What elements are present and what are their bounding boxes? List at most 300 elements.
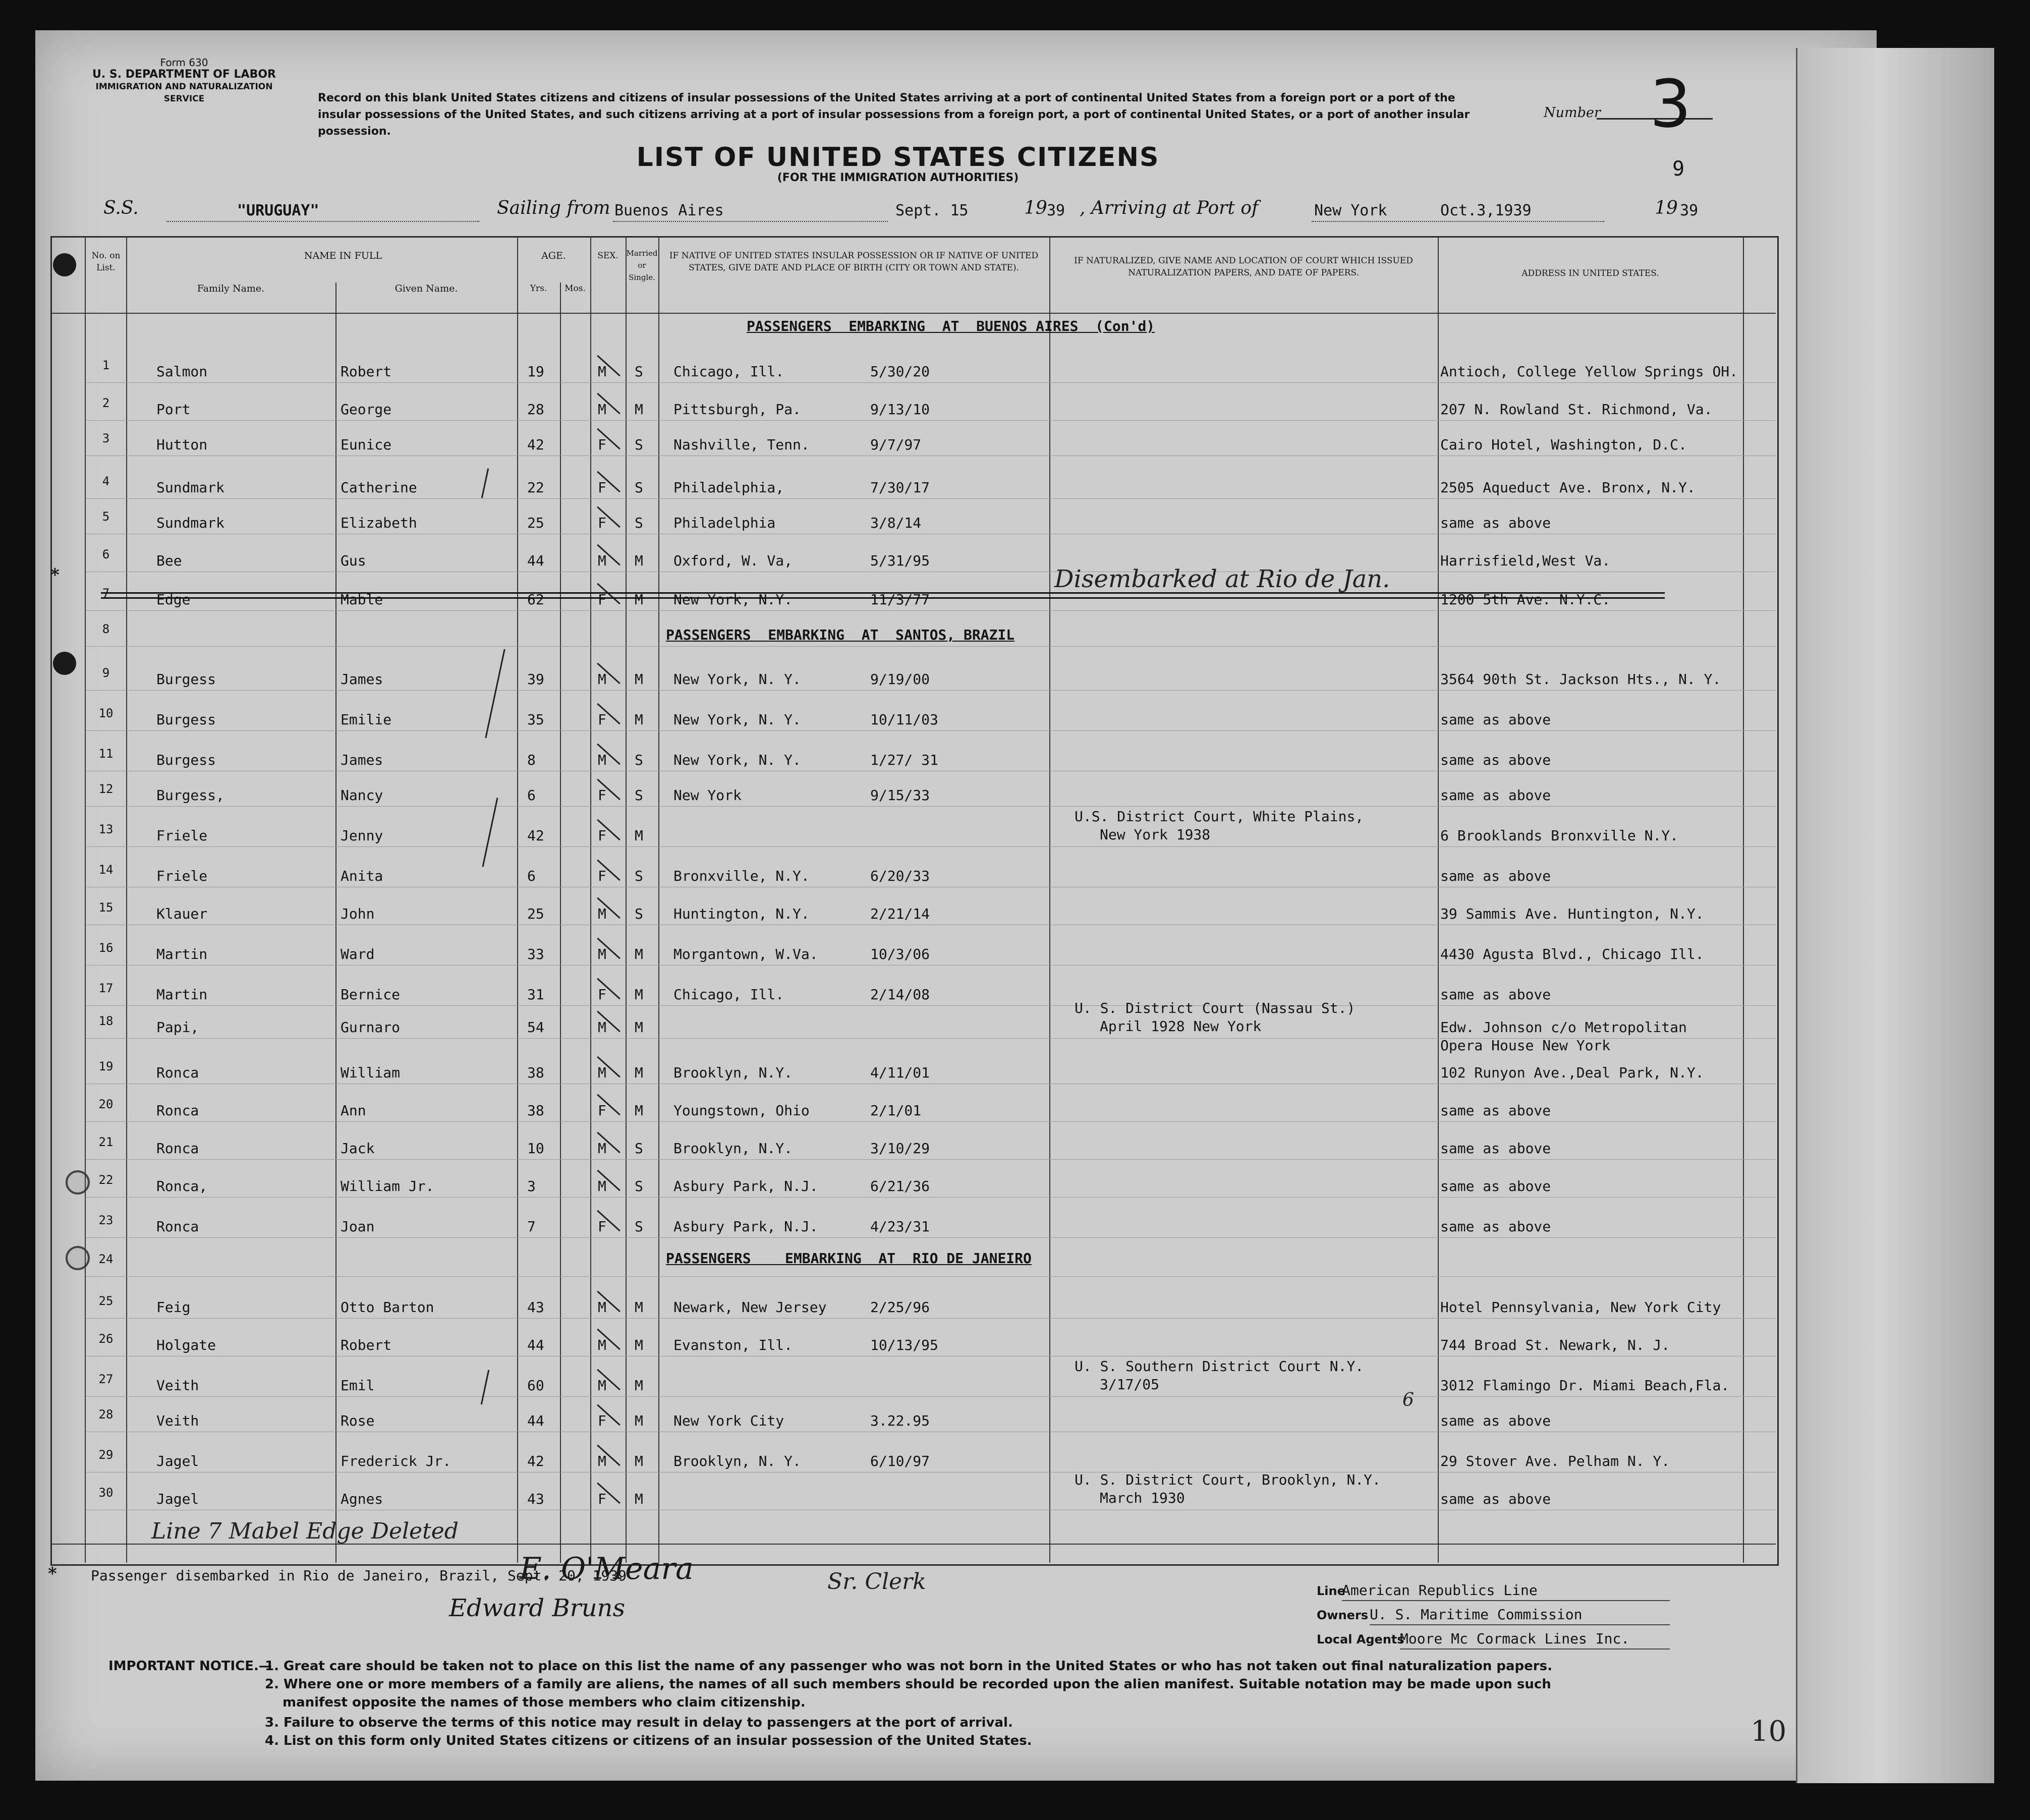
col-no: No. on List. — [91, 251, 121, 273]
row-rule — [86, 420, 1776, 421]
row-number: 19 — [98, 1059, 114, 1073]
cell-family: Salmon — [156, 363, 208, 380]
cell-yrs: 38 — [527, 1102, 544, 1119]
cell-family: Martin — [156, 986, 208, 1003]
notice-item: 4. List on this form only United States citizens or citizens of an insular possession of the United States. — [265, 1733, 1032, 1748]
row-number: 27 — [98, 1372, 114, 1386]
strike-line — [101, 597, 1665, 599]
cell-date: 9/15/33 — [870, 787, 930, 804]
cell-addr: 29 Stover Ave. Pelham N. Y. — [1440, 1453, 1670, 1469]
cell-addr: same as above — [1440, 1140, 1551, 1157]
row-number: 22 — [98, 1173, 114, 1187]
cell-family: Ronca — [156, 1218, 199, 1235]
cell-ms: S — [635, 787, 643, 804]
cell-addr: same as above — [1440, 1491, 1551, 1507]
row-number: 9 — [102, 666, 110, 680]
cell-addr: Antioch, College Yellow Springs OH. — [1440, 363, 1738, 380]
cell-ms: M — [635, 986, 643, 1003]
form-number: Form 630 — [160, 56, 208, 69]
cell-family: Friele — [156, 827, 208, 844]
row-rule — [86, 382, 1776, 383]
cell-yrs: 39 — [527, 671, 544, 688]
cell-addr: 207 N. Rowland St. Richmond, Va. — [1440, 401, 1713, 418]
passenger-note: Passenger disembarked in Rio de Janeiro, Brazil, Sept. 20, 1939 — [91, 1567, 627, 1584]
row-number: 5 — [102, 509, 110, 524]
sailing-label: Sailing from — [497, 198, 610, 218]
cell-sex: M — [598, 1178, 606, 1195]
cell-sex: M — [598, 1299, 606, 1316]
cell-yrs: 43 — [527, 1299, 544, 1316]
row-rule — [86, 1276, 1776, 1277]
line-value: American Republics Line — [1342, 1582, 1538, 1599]
cell-addr: 3012 Flamingo Dr. Miami Beach,Fla. — [1440, 1377, 1730, 1394]
cell-birth: Philadelphia — [673, 515, 776, 531]
cell-naturalization: U. S. District Court, Brooklyn, N.Y. — [1075, 1471, 1381, 1488]
cell-yrs: 42 — [527, 827, 544, 844]
cell-date: 6/10/97 — [870, 1453, 930, 1469]
cell-family: Bee — [156, 552, 182, 569]
cell-addr: same as above — [1440, 986, 1551, 1003]
arr-year-prefix: 19 — [1655, 198, 1678, 218]
cell-yrs: 6 — [527, 868, 536, 884]
row-rule — [86, 846, 1776, 847]
cell-addr: same as above — [1440, 752, 1551, 768]
cell-family: Ronca — [156, 1140, 199, 1157]
cell-yrs: 3 — [527, 1178, 536, 1195]
cell-addr: 6 Brooklands Bronxville N.Y. — [1440, 827, 1679, 844]
arr-year: 39 — [1680, 202, 1699, 219]
col-divider — [126, 236, 127, 1563]
cell-given: Otto Barton — [341, 1299, 434, 1316]
cell-ms: M — [635, 827, 643, 844]
owner-line — [1342, 1600, 1670, 1601]
cell-family: Burgess — [156, 752, 216, 768]
page-edge — [1796, 48, 1994, 1783]
row-number: 17 — [98, 981, 114, 995]
cell-birth: New York, N. Y. — [673, 752, 801, 768]
cell-ms: M — [635, 1453, 643, 1469]
cell-given: Rose — [341, 1412, 375, 1429]
line7-note: Line 7 Mabel Edge Deleted — [151, 1518, 459, 1544]
cell-ms: M — [635, 946, 643, 962]
signature: E. O'Meara — [520, 1551, 694, 1586]
cell-addr: 4430 Agusta Blvd., Chicago Ill. — [1440, 946, 1704, 962]
arriving-label: , Arriving at Port of — [1080, 198, 1259, 218]
cell-sex: M — [598, 1140, 606, 1157]
cell-given: Bernice — [341, 986, 401, 1003]
mark-six: 6 — [1402, 1390, 1414, 1410]
cell-yrs: 28 — [527, 401, 544, 418]
notice-heading: IMPORTANT NOTICE.— — [108, 1659, 272, 1674]
cell-birth: Nashville, Tenn. — [673, 436, 810, 453]
col-divider — [85, 236, 86, 1563]
cell-family: Klauer — [156, 905, 208, 922]
cell-naturalization: U. S. District Court (Nassau St.) — [1075, 1000, 1356, 1016]
cell-sex: M — [598, 671, 606, 688]
cell-date: 3.22.95 — [870, 1412, 930, 1429]
section-santos: PASSENGERS EMBARKING AT SANTOS, BRAZIL — [666, 627, 1015, 643]
cell-given: Agnes — [341, 1491, 383, 1507]
cell-family: Ronca — [156, 1064, 199, 1081]
form-header — [86, 56, 283, 105]
row-number: 2 — [102, 396, 110, 410]
cell-ms: S — [635, 1178, 643, 1195]
row-rule — [86, 806, 1776, 807]
cell-sex: F — [598, 436, 606, 453]
cell-ms: M — [635, 1102, 643, 1119]
cell-date: 5/30/20 — [870, 363, 930, 380]
cell-date: 4/23/31 — [870, 1218, 930, 1235]
sailing-from: Buenos Aires — [614, 202, 724, 219]
row-number: 11 — [98, 747, 114, 761]
cell-addr: same as above — [1440, 787, 1551, 804]
cell-family: Sundmark — [156, 479, 224, 496]
ss-label: S.S. — [103, 198, 139, 218]
cell-naturalization-date: April 1928 New York — [1100, 1018, 1262, 1035]
row-rule — [86, 1396, 1776, 1397]
cell-birth: Bronxville, N.Y. — [673, 868, 810, 884]
col-divider — [560, 282, 561, 1563]
agents-value: Moore Mc Cormack Lines Inc. — [1400, 1630, 1630, 1647]
row-rule — [86, 1121, 1776, 1122]
cell-birth: Chicago, Ill. — [673, 986, 784, 1003]
cell-ms: M — [635, 1377, 643, 1394]
cell-sex: M — [598, 1337, 606, 1353]
row-rule — [86, 610, 1776, 611]
cell-birth: New York City — [673, 1412, 784, 1429]
sail-year: 39 — [1047, 202, 1065, 219]
service: IMMIGRATION AND NATURALIZATION SERVICE — [95, 82, 273, 104]
cell-given: Gurnaro — [341, 1019, 401, 1036]
list-number: 3 — [1650, 66, 1691, 142]
cell-ms: S — [635, 363, 643, 380]
cell-date: 3/10/29 — [870, 1140, 930, 1157]
cell-yrs: 6 — [527, 787, 536, 804]
row-rule — [86, 730, 1776, 731]
cell-sex: F — [598, 515, 606, 531]
col-divider — [658, 236, 659, 1563]
notice-item: 2. Where one or more members of a family are aliens, the names of all such members should be recorded upon the alien manifest. Suitable notation may be made upon such — [265, 1677, 1551, 1692]
cell-sex: M — [598, 752, 606, 768]
cell-family: Feig — [156, 1299, 191, 1316]
cell-yrs: 8 — [527, 752, 536, 768]
row-rule — [86, 1318, 1776, 1319]
cell-given: Eunice — [341, 436, 392, 453]
cell-birth: Brooklyn, N.Y. — [673, 1064, 793, 1081]
cell-sex: M — [598, 1064, 606, 1081]
owner-line — [1400, 1648, 1670, 1650]
cell-sex: F — [598, 479, 606, 496]
cell-yrs: 35 — [527, 711, 544, 728]
row-number: 26 — [98, 1332, 114, 1346]
cell-given: William — [341, 1064, 401, 1081]
row-number: 21 — [98, 1135, 114, 1149]
cell-addr: same as above — [1440, 1218, 1551, 1235]
row-number: 20 — [98, 1097, 114, 1111]
cell-addr: same as above — [1440, 515, 1551, 531]
cell-yrs: 60 — [527, 1377, 544, 1394]
row-number: 25 — [98, 1294, 114, 1308]
cell-date: 2/21/14 — [870, 905, 930, 922]
cell-yrs: 31 — [527, 986, 544, 1003]
col-birth: IF NATIVE OF UNITED STATES INSULAR POSSESSION OR IF NATIVE OF UNITED STATES, GIVE DATE AND PLACE OF BIRTH (CITY OR TOWN AND STATE). — [669, 251, 1039, 273]
cell-sex: F — [598, 787, 606, 804]
notice-item: 1. Great care should be taken not to place on this list the name of any passenger who was not born in the United States or who has not taken out final naturalization papers. — [265, 1659, 1552, 1674]
cell-addr: Cairo Hotel, Washington, D.C. — [1440, 436, 1687, 453]
cell-birth: Chicago, Ill. — [673, 363, 784, 380]
col-divider — [517, 236, 518, 1563]
cell-family: Papi, — [156, 1019, 199, 1036]
cell-yrs: 10 — [527, 1140, 544, 1157]
row-number: 4 — [102, 474, 110, 488]
row-number: 29 — [98, 1448, 114, 1462]
cell-yrs: 38 — [527, 1064, 544, 1081]
cell-naturalization-date: March 1930 — [1100, 1490, 1185, 1506]
department: U. S. DEPARTMENT OF LABOR — [92, 68, 276, 81]
cell-family: Martin — [156, 946, 208, 962]
cell-ms: S — [635, 515, 643, 531]
cell-family: Friele — [156, 868, 208, 884]
cell-ms: M — [635, 671, 643, 688]
cell-date: 9/19/00 — [870, 671, 930, 688]
cell-sex: M — [598, 401, 606, 418]
cell-given: William Jr. — [341, 1178, 434, 1195]
cell-sex: M — [598, 905, 606, 922]
signature-title: Sr. Clerk — [827, 1569, 926, 1595]
col-name: NAME IN FULL — [304, 250, 382, 261]
cell-ms: S — [635, 1218, 643, 1235]
signature: Edward Bruns — [449, 1594, 626, 1622]
cell-birth: New York, N. Y. — [673, 711, 801, 728]
cell-birth: Huntington, N.Y. — [673, 905, 810, 922]
cell-addr: Harrisfield,West Va. — [1440, 552, 1611, 569]
col-mos: Mos. — [565, 283, 586, 294]
cell-ms: M — [635, 1019, 643, 1036]
row-number: 7 — [102, 586, 110, 600]
cell-date: 2/1/01 — [870, 1102, 922, 1119]
cell-sex: F — [598, 711, 606, 728]
cell-addr: 39 Sammis Ave. Huntington, N.Y. — [1440, 905, 1704, 922]
cell-birth: Brooklyn, N. Y. — [673, 1453, 801, 1469]
cell-sex: F — [598, 1218, 606, 1235]
row-number: 23 — [98, 1213, 114, 1227]
row-number: 30 — [98, 1486, 114, 1500]
cell-birth: New York, N. Y. — [673, 671, 801, 688]
cell-naturalization: U.S. District Court, White Plains, — [1075, 808, 1364, 825]
page-subtitle: (FOR THE IMMIGRATION AUTHORITIES) — [777, 172, 1019, 184]
cell-ms: M — [635, 552, 643, 569]
cell-yrs: 44 — [527, 1412, 544, 1429]
cell-sex: M — [598, 1377, 606, 1394]
section-buenos-aires: PASSENGERS EMBARKING AT BUENOS AIRES (Con'd) — [747, 318, 1155, 334]
row-number: 10 — [98, 706, 114, 720]
cell-ms: S — [635, 436, 643, 453]
cell-birth: Youngstown, Ohio — [673, 1102, 810, 1119]
col-given: Given Name. — [394, 283, 458, 294]
cell-family: Jagel — [156, 1453, 199, 1469]
cell-yrs: 43 — [527, 1491, 544, 1507]
cell-addr: 2505 Aqueduct Ave. Bronx, N.Y. — [1440, 479, 1696, 496]
cell-birth: Oxford, W. Va, — [673, 552, 793, 569]
cell-given: Jenny — [341, 827, 383, 844]
cell-birth: New York, N.Y. — [673, 591, 793, 608]
cell-naturalization-date: 3/17/05 — [1100, 1376, 1160, 1393]
corner-number: 9 — [1672, 157, 1685, 181]
cell-naturalization: U. S. Southern District Court N.Y. — [1075, 1358, 1364, 1375]
cell-given: Nancy — [341, 787, 383, 804]
cell-ms: M — [635, 1337, 643, 1353]
row-rule — [86, 498, 1776, 499]
cell-given: Ann — [341, 1102, 366, 1119]
row-number: 24 — [98, 1252, 114, 1266]
arriving-port: New York — [1314, 202, 1387, 219]
number-label: Number — [1544, 105, 1601, 121]
cell-date: 1/27/ 31 — [870, 752, 938, 768]
cell-date: 10/13/95 — [870, 1337, 938, 1353]
row-number: 28 — [98, 1407, 114, 1421]
sailing-line — [613, 221, 888, 222]
cell-yrs: 25 — [527, 515, 544, 531]
cell-yrs: 33 — [527, 946, 544, 962]
row-number: 18 — [98, 1014, 114, 1028]
col-divider — [335, 282, 336, 1563]
cell-date: 5/31/95 — [870, 552, 930, 569]
sail-year-prefix: 19 — [1024, 198, 1047, 218]
row-rule — [86, 1159, 1776, 1160]
cell-birth: Newark, New Jersey — [673, 1299, 827, 1316]
cell-addr: Hotel Pennsylvania, New York City — [1440, 1299, 1721, 1316]
cell-given: James — [341, 752, 383, 768]
cell-addr: same as above — [1440, 1412, 1551, 1429]
row-number: 16 — [98, 941, 114, 955]
cell-birth: Evanston, Ill. — [673, 1337, 793, 1353]
col-yrs: Yrs. — [530, 283, 547, 294]
cell-ms: S — [635, 868, 643, 884]
cell-given: Catherine — [341, 479, 417, 496]
ship-line — [166, 221, 479, 222]
cell-addr: same as above — [1440, 1178, 1551, 1195]
cell-ms: M — [635, 591, 643, 608]
row-number: 13 — [98, 822, 114, 836]
ship-name: "URUGUAY" — [237, 202, 319, 219]
cell-date: 9/7/97 — [870, 436, 922, 453]
col-naturalized: IF NATURALIZED, GIVE NAME AND LOCATION OF COURT WHICH ISSUED NATURALIZATION PAPERS, AND DATE OF PAPERS. — [1074, 256, 1413, 278]
cell-sex: F — [598, 591, 606, 608]
cell-sex: M — [598, 1019, 606, 1036]
col-divider — [626, 236, 627, 1563]
cell-given: John — [341, 905, 375, 922]
cell-addr: same as above — [1440, 711, 1551, 728]
cell-family: Jagel — [156, 1491, 199, 1507]
col-family: Family Name. — [197, 283, 265, 294]
cell-date: 10/3/06 — [870, 946, 930, 962]
owners-value: U. S. Maritime Commission — [1370, 1606, 1583, 1623]
cell-family: Burgess, — [156, 787, 224, 804]
cell-yrs: 22 — [527, 479, 544, 496]
page-number: 10 — [1751, 1715, 1787, 1748]
cell-sex: F — [598, 986, 606, 1003]
cell-ms: M — [635, 401, 643, 418]
cell-naturalization-date: New York 1938 — [1100, 826, 1211, 843]
col-divider — [1049, 236, 1050, 1563]
cell-given: Ward — [341, 946, 375, 962]
cell-given: Jack — [341, 1140, 375, 1157]
cell-birth: Philadelphia, — [673, 479, 784, 496]
row-number: 1 — [102, 358, 110, 372]
cell-addr: same as above — [1440, 1102, 1551, 1119]
cell-yrs: 7 — [527, 1218, 536, 1235]
cell-yrs: 42 — [527, 436, 544, 453]
col-divider — [1743, 236, 1744, 1563]
cell-given: Joan — [341, 1218, 375, 1235]
cell-sex: F — [598, 827, 606, 844]
header-rule — [50, 313, 1776, 314]
row-rule — [86, 646, 1776, 647]
cell-date: 2/25/96 — [870, 1299, 930, 1316]
cell-birth: Brooklyn, N.Y. — [673, 1140, 793, 1157]
owner-line — [1370, 1624, 1670, 1625]
cell-date: 6/21/36 — [870, 1178, 930, 1195]
cell-birth: New York — [673, 787, 742, 804]
cell-given: Anita — [341, 868, 383, 884]
strike-line — [101, 592, 1665, 594]
agents-label: Local Agents — [1317, 1632, 1404, 1646]
cell-family: Veith — [156, 1377, 199, 1394]
cell-sex: M — [598, 1453, 606, 1469]
cell-ms: S — [635, 905, 643, 922]
cell-birth: Morgantown, W.Va. — [673, 946, 818, 962]
cell-date: 3/8/14 — [870, 515, 922, 531]
row-rule — [86, 690, 1776, 691]
col-address: ADDRESS IN UNITED STATES. — [1521, 268, 1659, 278]
cell-ms: M — [635, 1299, 643, 1316]
cell-given: George — [341, 401, 392, 418]
cell-given: James — [341, 671, 383, 688]
notice-item: 3. Failure to observe the terms of this notice may result in delay to passengers at the port of arrival. — [265, 1715, 1013, 1730]
row-number: 8 — [102, 622, 110, 636]
row-number: 3 — [102, 431, 110, 445]
cell-family: Port — [156, 401, 191, 418]
asterisk-mark: * — [48, 1564, 57, 1584]
notice-item: manifest opposite the names of those members who claim citizenship. — [283, 1695, 806, 1710]
cell-given: Emilie — [341, 711, 392, 728]
cell-family: Edge — [156, 591, 191, 608]
cell-family: Holgate — [156, 1337, 216, 1353]
arriving-date: Oct.3,1939 — [1440, 202, 1532, 219]
cell-sex: M — [598, 552, 606, 569]
cell-family: Ronca — [156, 1102, 199, 1119]
asterisk-mark: * — [50, 565, 60, 585]
col-divider — [590, 236, 591, 1563]
cell-birth: Pittsburgh, Pa. — [673, 401, 801, 418]
cell-addr-cont: Opera House New York — [1440, 1037, 1611, 1054]
cell-addr: 3564 90th St. Jackson Hts., N. Y. — [1440, 671, 1721, 688]
cell-addr: 1200 5th Ave. N.Y.C. — [1440, 591, 1611, 608]
cell-date: 10/11/03 — [870, 711, 938, 728]
cell-addr: Edw. Johnson c/o Metropolitan — [1440, 1019, 1687, 1036]
cell-yrs: 44 — [527, 1337, 544, 1353]
cell-addr: same as above — [1440, 868, 1551, 884]
col-divider — [1438, 236, 1439, 1563]
col-sex: SEX. — [597, 251, 618, 261]
row-number: 6 — [102, 547, 110, 561]
sail-date: Sept. 15 — [895, 202, 969, 219]
cell-date: 11/3/77 — [870, 591, 930, 608]
cell-sex: F — [598, 1102, 606, 1119]
cell-addr: 102 Runyon Ave.,Deal Park, N.Y. — [1440, 1064, 1704, 1081]
cell-addr: 744 Broad St. Newark, N. J. — [1440, 1337, 1670, 1353]
record-instructions: Record on this blank United States citizens and citizens of insular possessions of the United States arriving at a port of continental United States from a foreign port or a port of the insular possessions of the United States, and such citizens arriving at a port of insular possessions from a foreign port, a port of continental United States, or a port of another insular possession. — [318, 92, 1470, 138]
